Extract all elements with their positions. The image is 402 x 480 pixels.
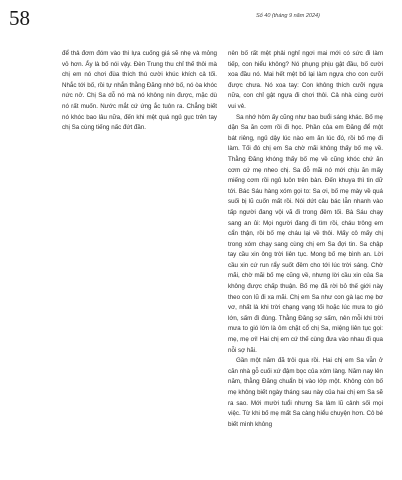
left-column — [62, 49, 217, 474]
article-body — [62, 49, 383, 474]
paragraph: Gần một năm đã trôi qua rồi. Hai chị em Sa vẫn ở căn nhà gỗ cuối xứ đậm bọc của xóm làng. Năm nay lên năm, thằng Đăng chuẩn bị vào lớp một. Không còn bố mẹ không biết ngày tháng sau này của hai chị em Sa sẽ ra sao. Mới mười tuổi nhưng Sa làm lũ cảnh sối mọi việc. Từ khi bố mẹ mất Sa càng hiểu chuyện hơn. Cô bé biết mình không — [228, 357, 383, 428]
paragraph: để thả đơm đóm vào thì lựa cuống giá sẽ nhẹ và mỏng vỏ hơn. Ấy là bố nói vậy. Đèn Trung thu chỉ thế thôi mà chị em nó chơi đùa thích thú cười khúc khích cả tối. Nhắc tới bố, rồi tự nhắn thằng Đăng nhớ bố, nó òa khóc nức nở. Chị Sa dỗ nó mà nó không nín được, mặc dù nó rất muốn. Nước mắt cứ ứng ắc tuôn ra. Chẳng biết nó khóc bao lâu nữa, đến khi mệt quá ngủ gục trên tay chị Sa cùng tiếng nấc đứt đần. — [62, 50, 217, 132]
paragraph: Sa nhớ hôm ấy cũng như bao buổi sáng khác. Bố mẹ dặn Sa ăn cơm rồi đi học. Phần của em Đăng để một bát riêng, ngủ dậy lúc nào em ăn lúc đó, rồi bố mẹ đi làm. Tối đó chị em Sa chờ mãi không thấy bố mẹ về. Thằng Đăng khóng thấy bố mẹ về cũng khóc chứ ăn cơm cứ mẹ nheo chị. Sa đỗ mãi nó mới chịu ăn mấy miếng cơm rồi ngủ luôn trên bàn. Đến khuya thì tin dữ tới. Bác Sáu hàng xóm gọi to: Sa ơi, bố mẹ mày về quá suối bị lũ cuốn mất rồi. Nói dứt câu bác lẫn nhanh vào tấp người đang vội vã đi trong đêm tối. Bà Sáu chạy sang an ủi: Mọi người đang đi tìm rồi, cháu trông em cẩn thận, rồi bố mẹ cháu lại về thôi. Mấy cô mấy chị trong xóm chạy sang cùng chị em Sa đợi tin. Sa chập tay cầu xin ông trời liên tục. Mong bố mẹ bình an. Lời cầu xin cứ run rẩy suốt đêm cho tới lúc trời sáng. Chờ mãi, chờ mãi bố mẹ cũng về, nhưng lời cầu xin của Sa không được chấp thuận. Bố mẹ đã rời bỏ thế giới này theo con lũ đi xa mãi. Chị em Sa như con gà lạc mẹ bơ vơ, nhất là khi trời chạng vạng tối hoặc lúc mưa to gió lớn, sấm đì đùng. Thằng Đăng sợ sấm, nên mỗi khi trời mưa to gió lớn là ôm chặt cổ chị Sa, miệng liên tục gọi: mẹ, mẹ ơi! Hai chị em cứ thế cùng đưa vào nhau đi qua nỗi sợ hãi. — [228, 113, 383, 354]
paragraph: nên bố rất mệt phải nghỉ ngơi mai mới có sức đi làm tiếp, con hiểu không? Nó phụng phịu gật đầu, bố cười xoa đầu nó. Mai hết mệt bố lại làm ngựa cho con cưỡi được chưa. Nó xoa tay: Con không thích cưỡi ngựa nữa, con chỉ gật ngựa đi chơi thôi. Cả nhà cùng cười vui vẻ. — [228, 50, 383, 110]
page-number: 58 — [9, 6, 30, 30]
issue-label: Số 40 (tháng 9 năm 2024) — [256, 13, 320, 19]
right-column — [228, 49, 383, 474]
